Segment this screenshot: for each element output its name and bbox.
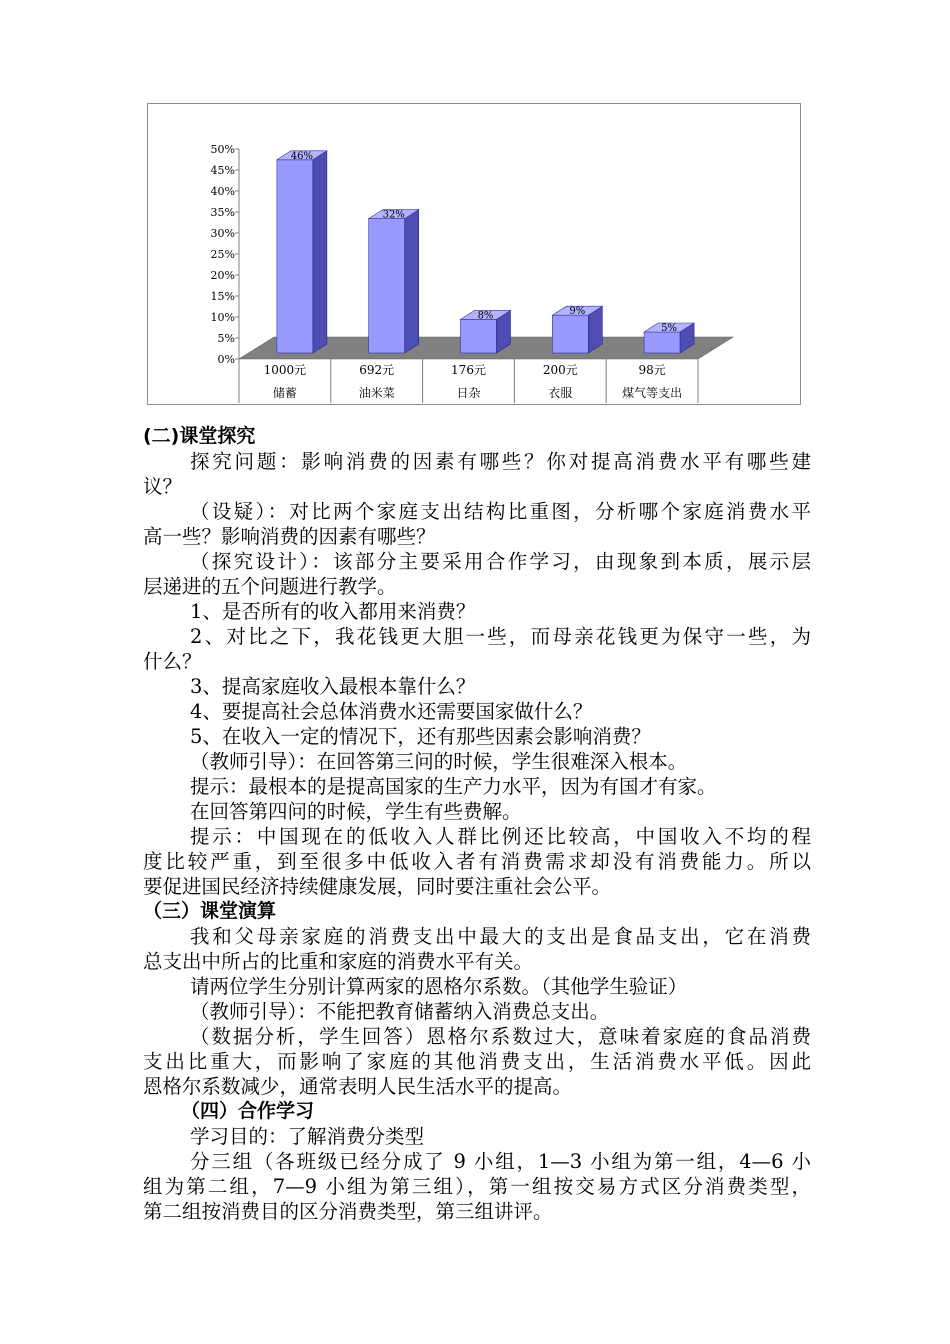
paragraph: 高一些？影响消费的因素有哪些？ — [143, 525, 436, 548]
paragraph: 提示：中国现在的低收入人群比例还比较高，中国收入不均的程 — [190, 825, 811, 848]
bar-front — [461, 319, 497, 353]
bar-side — [405, 210, 419, 353]
bar-front — [644, 332, 680, 353]
list-item: 什么？ — [143, 650, 202, 673]
paragraph: 请两位学生分别计算两家的恩格尔系数。（其他学生验证） — [190, 975, 688, 998]
y-tick-label: 30% — [210, 227, 235, 240]
y-tick-label: 35% — [210, 206, 235, 219]
paragraph: （教师引导）：在回答第三问的时候，学生很难深入根本。 — [190, 750, 688, 773]
category-name-label: 储蓄 — [272, 386, 297, 400]
paragraph: 学习目的：了解消费分类型 — [190, 1125, 425, 1148]
paragraph: 组为第二组，7—9 小组为第三组），第一组按交易方式区分消费类型， — [143, 1175, 811, 1198]
section-heading-4: （四）合作学习 — [181, 1100, 315, 1122]
category-name-label: 日杂 — [456, 386, 481, 400]
paragraph: 第二组按消费目的区分消费类型，第三组讲评。 — [143, 1200, 553, 1223]
paragraph: 分三组（各班级已经分成了 9 小组，1—3 小组为第一组，4—6 小 — [190, 1150, 811, 1173]
paragraph: 度比较严重，到至很多中低收入者有消费需求却没有消费能力。所以 — [143, 850, 811, 873]
bar-front — [277, 160, 313, 353]
paragraph: 议？ — [143, 475, 183, 498]
bar-front — [552, 315, 588, 353]
bar-side — [313, 151, 327, 353]
paragraph: 提示：最根本的是提高国家的生产力水平，因为有国才有家。 — [190, 775, 717, 798]
paragraph: （数据分析，学生回答）恩格尔系数过大，意味着家庭的食品消费 — [190, 1025, 811, 1048]
y-tick-label: 50% — [210, 143, 235, 156]
paragraph: 总支出中所占的比重和家庭的消费水平有关。 — [143, 950, 534, 973]
paragraph: （教师引导）：不能把教育储蓄纳入消费总支出。 — [190, 1000, 610, 1023]
bar-chart — [147, 103, 801, 405]
category-amount-label: 692元 — [359, 363, 395, 377]
y-tick-label: 20% — [210, 269, 235, 282]
y-tick-label: 25% — [210, 248, 235, 261]
paragraph: 探究问题：影响消费的因素有哪些？你对提高消费水平有哪些建 — [190, 450, 811, 473]
paragraph: 支出比重大，而影响了家庭的其他消费支出，生活消费水平低。因此 — [143, 1050, 811, 1073]
category-name-label: 煤气等支出 — [622, 386, 683, 400]
y-tick-label: 45% — [210, 164, 235, 177]
bar-value-label: 46% — [290, 150, 314, 162]
bar-front — [369, 219, 405, 353]
paragraph: 恩格尔系数减少，通常表明人民生活水平的提高。 — [143, 1075, 573, 1098]
list-item: 3、提高家庭收入最根本靠什么？ — [190, 675, 476, 698]
y-tick-label: 5% — [217, 332, 235, 345]
y-tick-label: 10% — [210, 311, 235, 324]
list-item: 5、在收入一定的情况下，还有那些因素会影响消费？ — [190, 725, 651, 748]
paragraph: 我和父母亲家庭的消费支出中最大的支出是食品支出，它在消费 — [190, 925, 811, 948]
paragraph: （探究设计）：该部分主要采用合作学习，由现象到本质，展示层 — [190, 550, 811, 573]
paragraph: 要促进国民经济持续健康发展，同时要注重社会公平。 — [143, 875, 612, 898]
paragraph: （设疑）：对比两个家庭支出结构比重图，分析哪个家庭消费水平 — [190, 500, 811, 523]
chart-canvas — [148, 104, 802, 406]
y-tick-label: 40% — [210, 185, 235, 198]
section-heading-3: （三）课堂演算 — [143, 900, 277, 922]
list-item: 4、要提高社会总体消费水还需要国家做什么？ — [190, 700, 593, 723]
list-item: 2、对比之下，我花钱更大胆一些，而母亲花钱更为保守一些，为 — [190, 625, 811, 648]
bar-value-label: 8% — [477, 310, 494, 322]
category-amount-label: 200元 — [542, 363, 578, 377]
bar-value-label: 5% — [661, 323, 678, 334]
paragraph: 层递进的五个问题进行教学。 — [143, 575, 397, 598]
paragraph: 在回答第四问的时候，学生有些费解。 — [190, 800, 522, 823]
y-tick-label: 0% — [217, 353, 235, 366]
bar-value-label: 9% — [569, 306, 586, 318]
bar-value-label: 32% — [382, 209, 405, 221]
category-amount-label: 98元 — [638, 363, 666, 377]
category-name-label: 衣服 — [548, 386, 573, 400]
category-name-label: 油米菜 — [358, 386, 395, 400]
section-heading-2: (二)课堂探究 — [143, 425, 256, 447]
y-tick-label: 15% — [210, 290, 235, 303]
list-item: 1、是否所有的收入都用来消费？ — [190, 600, 476, 623]
category-amount-label: 176元 — [451, 363, 486, 377]
category-amount-label: 1000元 — [263, 363, 307, 377]
